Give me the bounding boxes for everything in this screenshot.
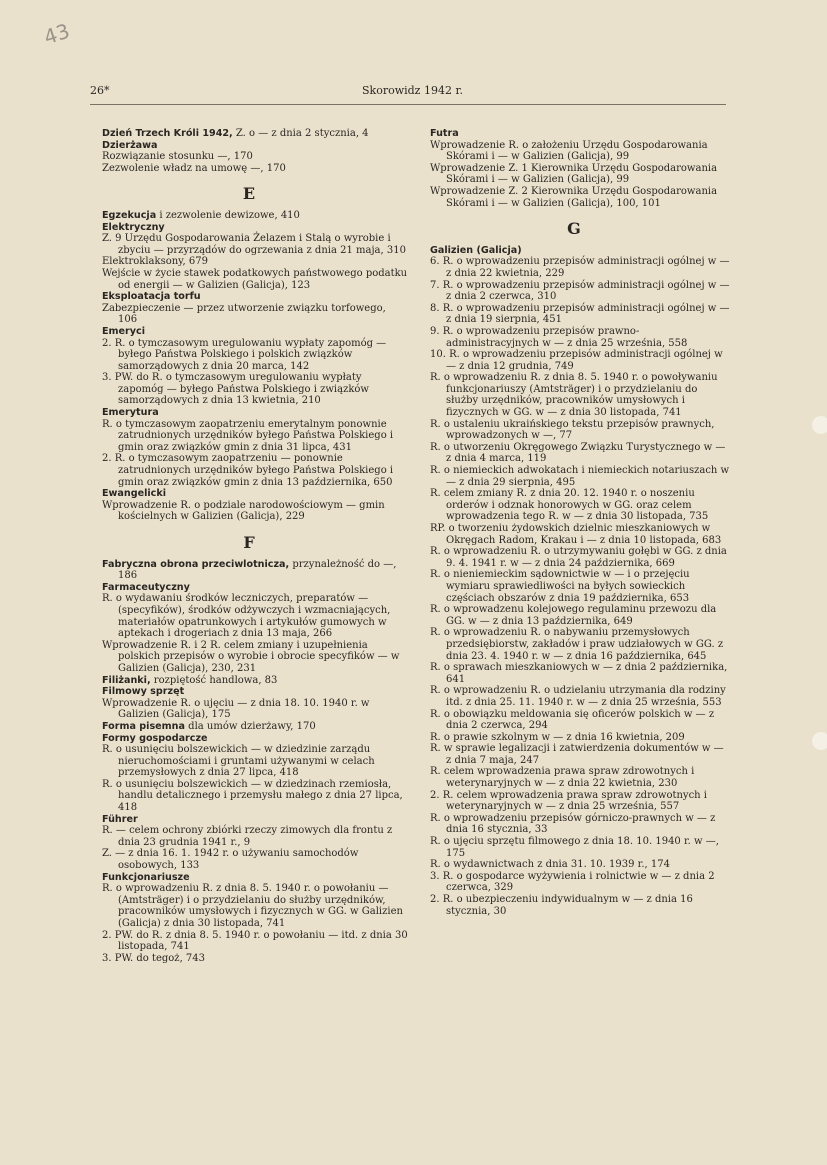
heading-text: Egzekucja xyxy=(102,209,157,221)
sub-entry: 2. R. o ubezpieczeniu indywidualnym w — z dnia 16 stycznia, 30 xyxy=(430,894,693,917)
heading-text: Fabryczna obrona przeciwlotnicza, xyxy=(102,558,290,570)
sub-entry: Elektroklaksony, 679 xyxy=(102,256,208,268)
index-heading xyxy=(90,872,408,884)
sub-entry: R. — celem ochrony zbiórki rzeczy zimowych dla frontu z dnia 23 grudnia 1941 r., 9 xyxy=(102,825,393,848)
index-heading xyxy=(90,814,408,826)
index-entry xyxy=(90,559,408,582)
sub-entry: R. celem zmiany R. z dnia 20. 12. 1940 r. o noszeniu orderów i odznak honorowych w GG. oraz celem wprowadzenia tego R. w — z dnia 30 listopada, 735 xyxy=(430,488,709,523)
heading-text: Galizien (Galicja) xyxy=(430,244,522,256)
index-heading xyxy=(90,733,408,745)
sub-entry: R. o ujęciu sprzętu filmowego z dnia 18. 10. 1940 r. w —, 175 xyxy=(430,836,719,859)
sub-entry: 9. R. o wprowadzeniu przepisów prawno-administracyjnych w — z dnia 25 września, 558 xyxy=(430,325,688,349)
pencil-mark: 43 xyxy=(40,18,73,50)
sub-entry: 2. PW. do R. z dnia 8. 5. 1940 r. o powołaniu — itd. z dnia 30 listopada, 741 xyxy=(102,929,408,953)
index-heading xyxy=(90,222,408,234)
sub-entry: R. o wprowadzeniu R. z dnia 8. 5. 1940 r. o powołaniu — (Amtsträger) i o przydzielaniu do służby urzędników, pracowników umysłowych i fizycznych w GG. w Galizien (Galicja) z dnia 30 listopada, 741 xyxy=(102,883,403,929)
sub-entry: R. o niemieckich adwokatach i niemieckich notariuszach w — z dnia 29 sierpnia, 495 xyxy=(430,465,730,488)
sub-entry: RP. o tworzeniu żydowskich dzielnic mieszkaniowych w Okręgach Radom, Krakau i — z dnia 10 listopada, 683 xyxy=(430,523,722,546)
index-heading xyxy=(90,686,408,698)
heading-text: Dzień Trzech Króli 1942, xyxy=(102,128,233,139)
index-heading xyxy=(90,291,408,303)
sub-entry: 3. PW. do tegoż, 743 xyxy=(102,952,206,964)
sub-entry: R. o obowiązku meldowania się oficerów polskich w — z dnia 2 czerwca, 294 xyxy=(430,708,715,732)
sub-entry: Rozwiązanie stosunku —, 170 xyxy=(102,151,253,163)
entry-text: i zezwolenie dewizowe, 410 xyxy=(156,209,300,221)
page-header xyxy=(90,84,726,102)
heading-text: Formy gospodarcze xyxy=(102,732,208,744)
heading-text: Filmowy sprzęt xyxy=(102,686,185,698)
heading-text: Funkcjonariusze xyxy=(102,871,190,883)
sub-entry: Zezwolenie władz na umowę —, 170 xyxy=(102,162,286,174)
sub-entry: R. o wydawnictwach z dnia 31. 10. 1939 r., 174 xyxy=(430,859,670,871)
sub-entry: 2. R. celem wprowadzenia prawa spraw zdrowotnych i weterynaryjnych w — z dnia 25 września, 557 xyxy=(430,789,707,813)
heading-text: Emerytura xyxy=(102,407,159,419)
punch-hole xyxy=(812,416,827,434)
sub-entry: R. o usunięciu bolszewickich — w dziedzinach rzemiosła, handlu detalicznego i przemysłu małego z dnia 27 lipca, 418 xyxy=(102,778,403,814)
heading-text: Eksploatacja torfu xyxy=(102,291,201,303)
sub-entry: R. o wprowadzeniu przepisów górniczo-prawnych w — z dnia 16 stycznia, 33 xyxy=(430,812,716,836)
sub-entry: Wejście w życie stawek podatkowych państwowego podatku od energii — w Galizien (Galicja), 123 xyxy=(102,267,408,291)
section-letter: G xyxy=(567,219,581,239)
sub-entry: R. o tymczasowym zaopatrzeniu emerytalnym ponownie zatrudnionych urzędników byłego Państwa Polskiego i gmin oraz związków gmin z dnia 31 lipca, 431 xyxy=(102,418,394,453)
sub-entry: Wprowadzenie R. o ujęciu — z dnia 18. 10. 1940 r. w Galizien (Galicja), 175 xyxy=(102,697,370,721)
index-entry xyxy=(90,210,408,222)
sub-entry: Wprowadzenie R. o podziale narodowościowym — gmin kościelnych w Galizien (Galicja), 229 xyxy=(102,499,385,523)
sub-entry: 10. R. o wprowadzeniu przepisów administracji ogólnej w — z dnia 12 grudnia, 749 xyxy=(430,349,723,372)
sub-entry: R. o wprowadzeniu R. o udzielaniu utrzymania dla rodziny itd. z dnia 25. 11. 1940 r. w — z dnia 25 września, 553 xyxy=(430,685,726,708)
section-letter: E xyxy=(242,184,256,204)
sub-entry: R. o usunięciu bolszewickich — w dziedzinie zarządu nieruchomościami i gruntami używanymi w celach przemysłowych z dnia 27 lipca, 418 xyxy=(102,744,375,779)
sub-entry: R. o ustaleniu ukraińskiego tekstu przepisów prawnych, wprowadzonych w —, 77 xyxy=(430,418,715,442)
sub-entry: 2. R. o tymczasowym zaopatrzeniu — ponownie zatrudnionych urzędników byłego Państwa Polskiego i gmin oraz związków gmin z dnia 13 października, 650 xyxy=(102,453,394,488)
index-heading xyxy=(90,407,408,419)
index-heading xyxy=(90,326,408,338)
heading-text: Emeryci xyxy=(102,325,146,337)
sub-entry: R. o wydawaniu środków leczniczych, preparatów — (specyfików), środków odżywczych i wzmacniających, materiałów opatrunkowych i artykułów gumowych w aptekach i drogeriach z dnia 13 maja, 266 xyxy=(102,593,391,640)
sub-entry: Wprowadzenie Z. 1 Kierownika Urzędu Gospodarowania Skórami i — w Galizien (Galicja), 99 xyxy=(430,162,718,186)
heading-text: Elektryczny xyxy=(102,221,165,233)
sub-entry: Zabezpieczenie — przez utworzenie związku torfowego, 106 xyxy=(102,302,386,326)
sub-entry: 6. R. o wprowadzeniu przepisów administracji ogólnej w — z dnia 22 kwietnia, 229 xyxy=(430,256,730,279)
sub-entry: R. o wprowadzeniu R. z dnia 8. 5. 1940 r. o powoływaniu funkcjonariuszy (Amtsträger) i o przydzielaniu do służby urzędników, pracowników umysłowych i fizycznych w GG. w — z dnia 30 listopada, 741 xyxy=(430,372,718,419)
sub-entry: R. o utworzeniu Okręgowego Związku Turystycznego w — z dnia 4 marca, 119 xyxy=(430,441,726,465)
sub-entry: R. o wprowadzeniu R. o nabywaniu przemysłowych przedsiębiorstw, zakładów i praw udziałowych w GG. z dnia 23. 4. 1940 r. w — z dnia 16 października, 645 xyxy=(430,627,724,662)
index-entry xyxy=(90,721,408,733)
sub-entry: R. w sprawie legalizacji i zatwierdzenia dokumentów w — z dnia 7 maja, 247 xyxy=(430,743,724,766)
sub-entry: 2. R. o tymczasowym uregulowaniu wypłaty zapomóg — byłego Państwa Polskiego i polskich związków samorządowych z dnia 20 marca, 142 xyxy=(102,337,387,372)
heading-text: Filiżanki, xyxy=(102,674,151,686)
sub-entry: Z. — z dnia 16. 1. 1942 r. o używaniu samochodów osobowych, 133 xyxy=(102,848,359,872)
sub-entry: 7. R. o wprowadzeniu przepisów administracji ogólnej w — z dnia 2 czerwca, 310 xyxy=(430,279,730,303)
entry-text: przynależność do —, 186 xyxy=(118,558,397,582)
heading-text: Forma pisemna xyxy=(102,720,185,732)
sub-entry: R. celem wprowadzenia prawa spraw zdrowotnych i weterynaryjnych w — z dnia 22 kwietnia, 230 xyxy=(430,766,695,790)
index-heading xyxy=(418,245,730,257)
sub-entry: R. o nieniemieckim sądownictwie w — i o przejęciu wymiaru sprawiedliwości na byłych sowieckich częściach obszarów z dnia 19 października, 653 xyxy=(430,569,690,604)
sub-entry: R. o prawie szkolnym w — z dnia 16 kwietnia, 209 xyxy=(430,731,685,743)
entry-text: Z. o — z dnia 2 stycznia, 4 xyxy=(232,128,369,139)
heading-text: Dzierżawa xyxy=(102,139,158,151)
sub-entry: 3. PW. do R. o tymczasowym uregulowaniu wypłaty zapomóg — byłego Państwa Polskiego i związków samorządowych z dnia 13 kwietnia, 210 xyxy=(102,372,369,407)
index-entry xyxy=(90,675,408,687)
entry-text: rozpiętość handlowa, 83 xyxy=(150,674,278,686)
heading-text: Farmaceutyczny xyxy=(102,581,190,593)
heading-text: Ewangelicki xyxy=(102,488,167,500)
sub-entry: Wprowadzenie R. i 2 R. celem zmiany i uzupełnienia polskich przepisów o wyrobie i obrocie specyfików — w Galizien (Galicja), 230, 231 xyxy=(102,639,400,674)
sub-entry: 3. R. o gospodarce wyżywienia i rolnictwie w — z dnia 2 czerwca, 329 xyxy=(430,870,715,894)
index-heading xyxy=(418,128,730,140)
punch-hole xyxy=(812,732,827,750)
index-entry xyxy=(90,128,408,140)
entry-text: dla umów dzierżawy, 170 xyxy=(184,720,316,732)
index-heading xyxy=(90,140,408,152)
right-column xyxy=(418,128,730,917)
sub-entry: Wprowadzenie Z. 2 Kierownika Urzędu Gospodarowania Skórami i — w Galizien (Galicja), 100, 101 xyxy=(430,185,718,209)
heading-text: Führer xyxy=(102,813,138,825)
sub-entry: R. o wprowadzeniu R. o utrzymywaniu gołębi w GG. z dnia 9. 4. 1941 r. w — z dnia 24 października, 669 xyxy=(430,546,727,569)
sub-entry: Wprowadzenie R. o założeniu Urzędu Gospodarowania Skórami i — w Galizien (Galicja), 99 xyxy=(430,139,708,163)
heading-text: Futra xyxy=(430,128,459,139)
sub-entry: R. o sprawach mieszkaniowych w — z dnia 2 października, 641 xyxy=(430,662,728,685)
section-letter: F xyxy=(243,533,255,552)
page-title: Skorowidz 1942 r. xyxy=(362,84,464,97)
header-rule xyxy=(90,104,726,105)
page-number: 26* xyxy=(90,84,110,97)
sub-entry: R. o wprowadzenu kolejowego regulaminu przewozu dla GG. w — z dnia 13 października, 649 xyxy=(430,604,717,627)
index-heading xyxy=(90,488,408,500)
index-heading xyxy=(90,582,408,594)
left-column xyxy=(90,128,408,964)
sub-entry: Z. 9 Urzędu Gospodarowania Żelazem i Stalą o wyrobie i zbyciu — przyrządów do ogrzewania z dnia 21 maja, 310 xyxy=(102,233,406,256)
sub-entry: 8. R. o wprowadzeniu przepisów administracji ogólnej w — z dnia 19 sierpnia, 451 xyxy=(430,302,730,326)
